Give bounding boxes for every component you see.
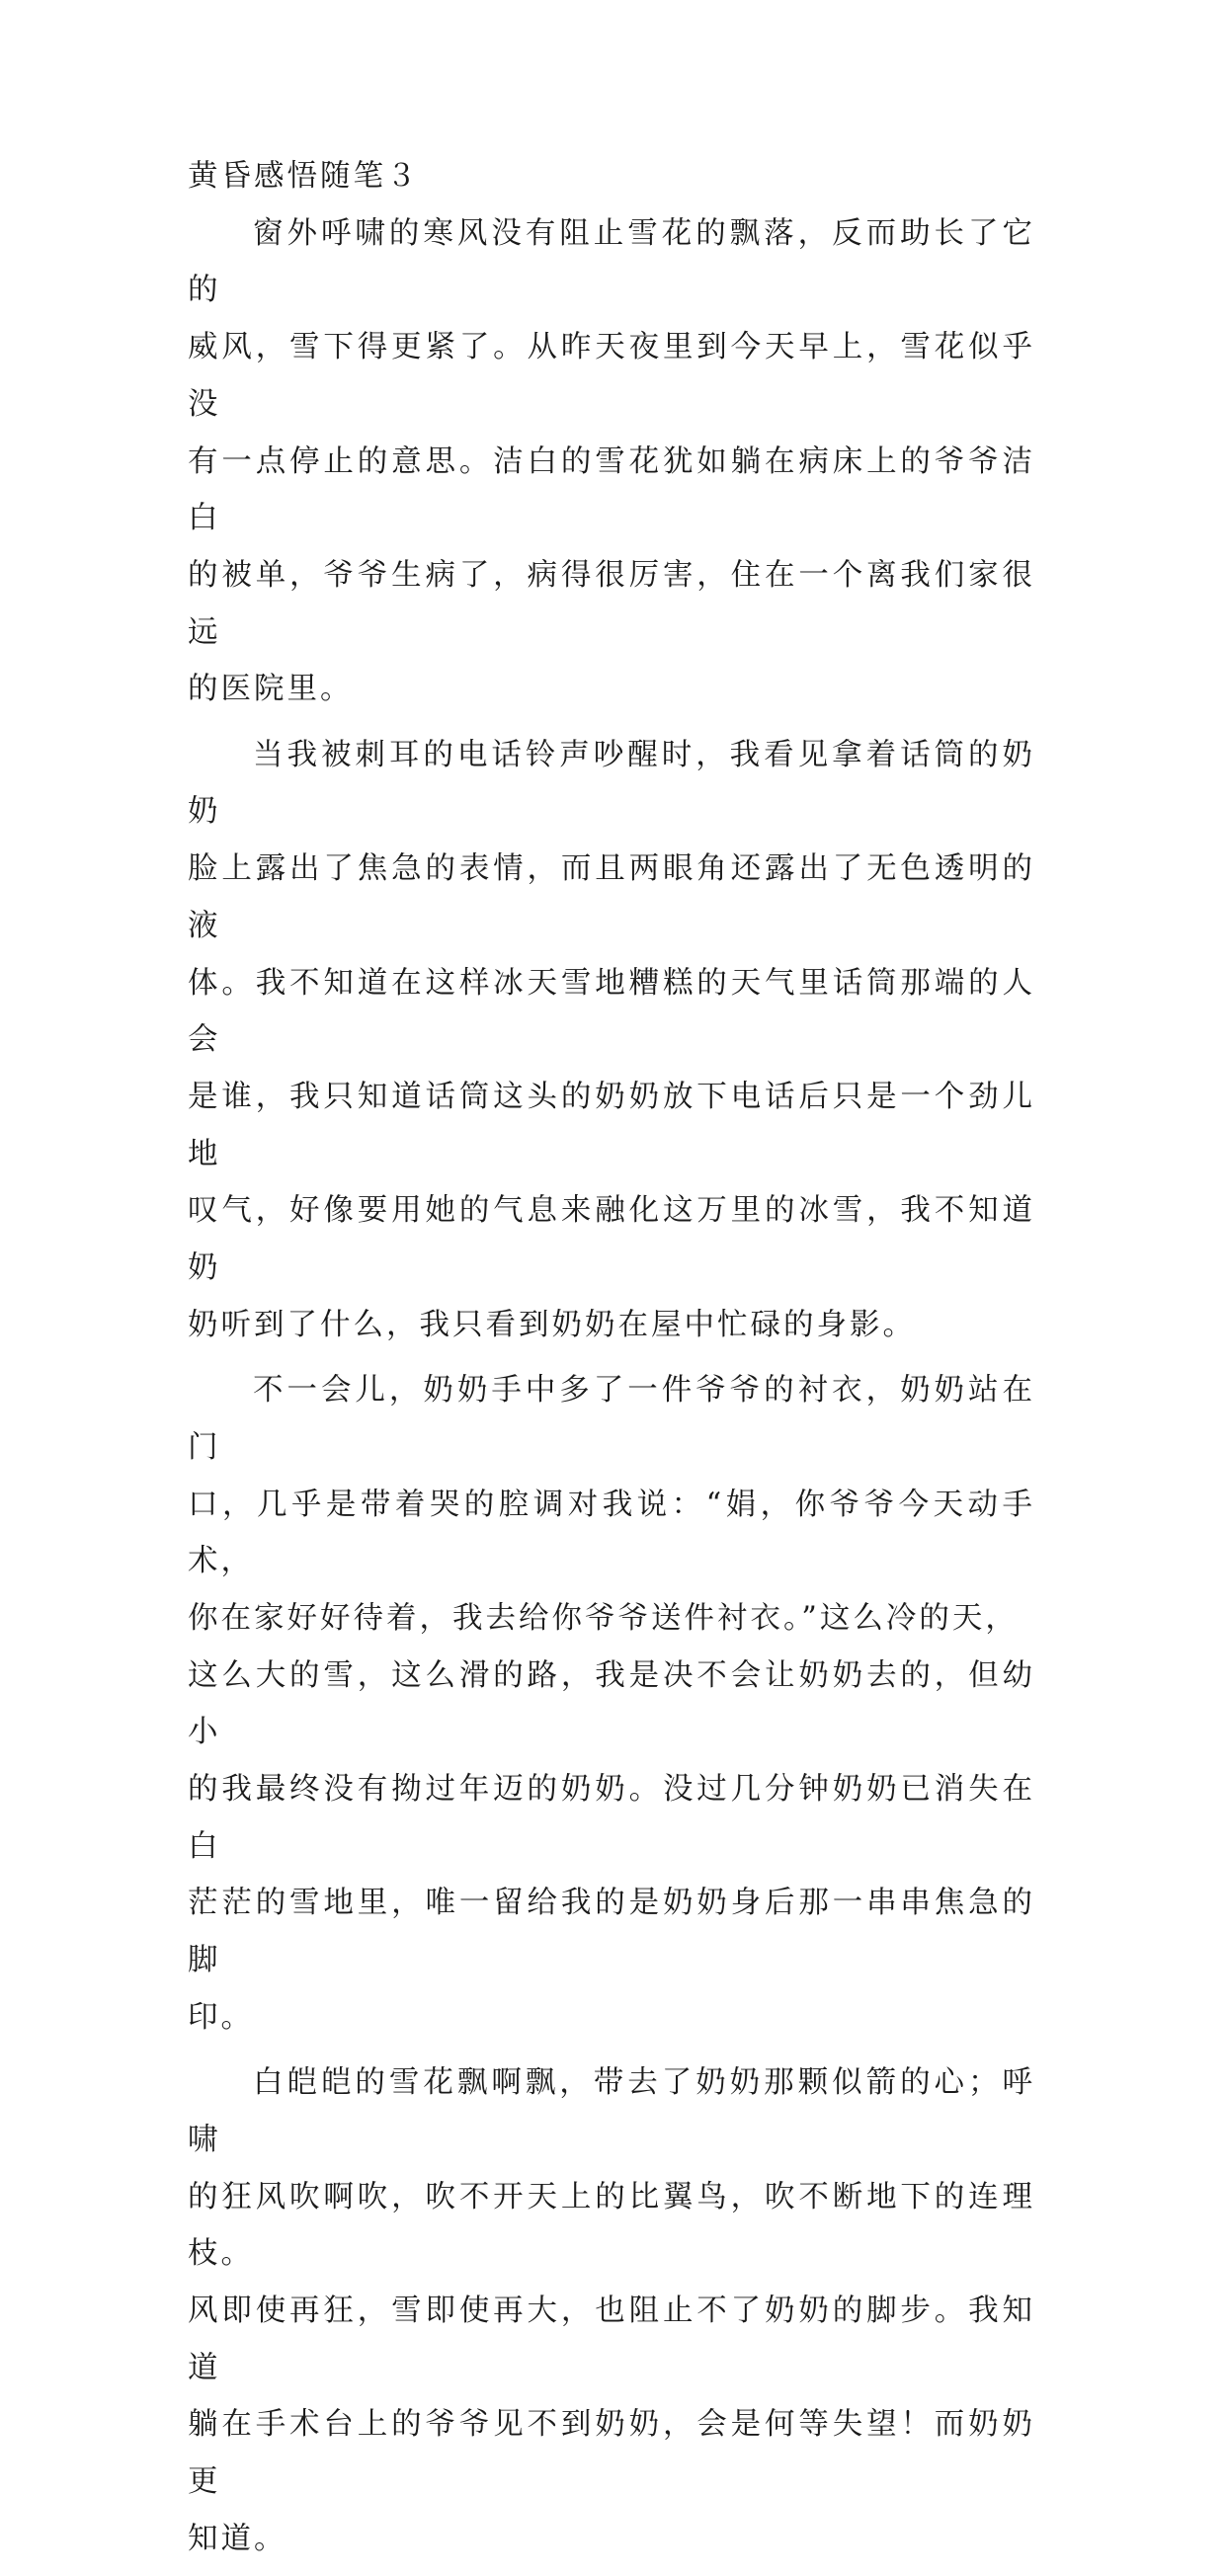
document-title: 黄昏感悟随笔３ <box>188 159 420 194</box>
paragraph-2: 当我被刺耳的电话铃声吵醒时，我看见拿着话筒的奶奶 脸上露出了焦急的表情，而且两眼角还露出了无色透明的液 体。我不知道在这样冰天雪地糟糕的天气里话筒那端的人会 是谁，我只知道话筒这头的奶奶放下电话后只是一个劲儿地 叹气，好像要用她的气息来融化这万里的冰雪，我不知道奶 奶听到了什么，我只看到奶奶在屋中忙碌的身影。 <box>188 737 1035 1342</box>
paragraph-1: 窗外呼啸的寒风没有阻止雪花的飘落，反而助长了它的 威风，雪下得更紧了。从昨天夜里到今天早上，雪花似乎没 有一点停止的意思。洁白的雪花犹如躺在病床上的爷爷洁白 的被单，爷爷生病了，病得很厉害，住在一个离我们家很远 的医院里。 <box>188 215 1035 707</box>
paragraph-4: 白皑皑的雪花飘啊飘，带去了奶奶那颗似箭的心；呼啸 的狂风吹啊吹，吹不开天上的比翼鸟，吹不断地下的连理枝。 风即使再狂，雪即使再大，也阻止不了奶奶的脚步。我知道 躺在手术台上的爷爷见不到奶奶，会是何等失望！而奶奶更 知道。 <box>188 2065 1035 2556</box>
paragraph-3: 不一会儿，奶奶手中多了一件爷爷的衬衣，奶奶站在门 口，几乎是带着哭的腔调对我说：“娟，你爷爷今天动手术， 你在家好好待着，我去给你爷爷送件衬衣。”这么冷的天， 这么大的雪，这么滑的路，我是决不会让奶奶去的，但幼小 的我最终没有拗过年迈的奶奶。没过几分钟奶奶已消失在白 茫茫的雪地里，唯一留给我的是奶奶身后那一串串焦急的脚 印。 <box>188 1373 1035 2035</box>
document-page <box>188 148 1035 2576</box>
